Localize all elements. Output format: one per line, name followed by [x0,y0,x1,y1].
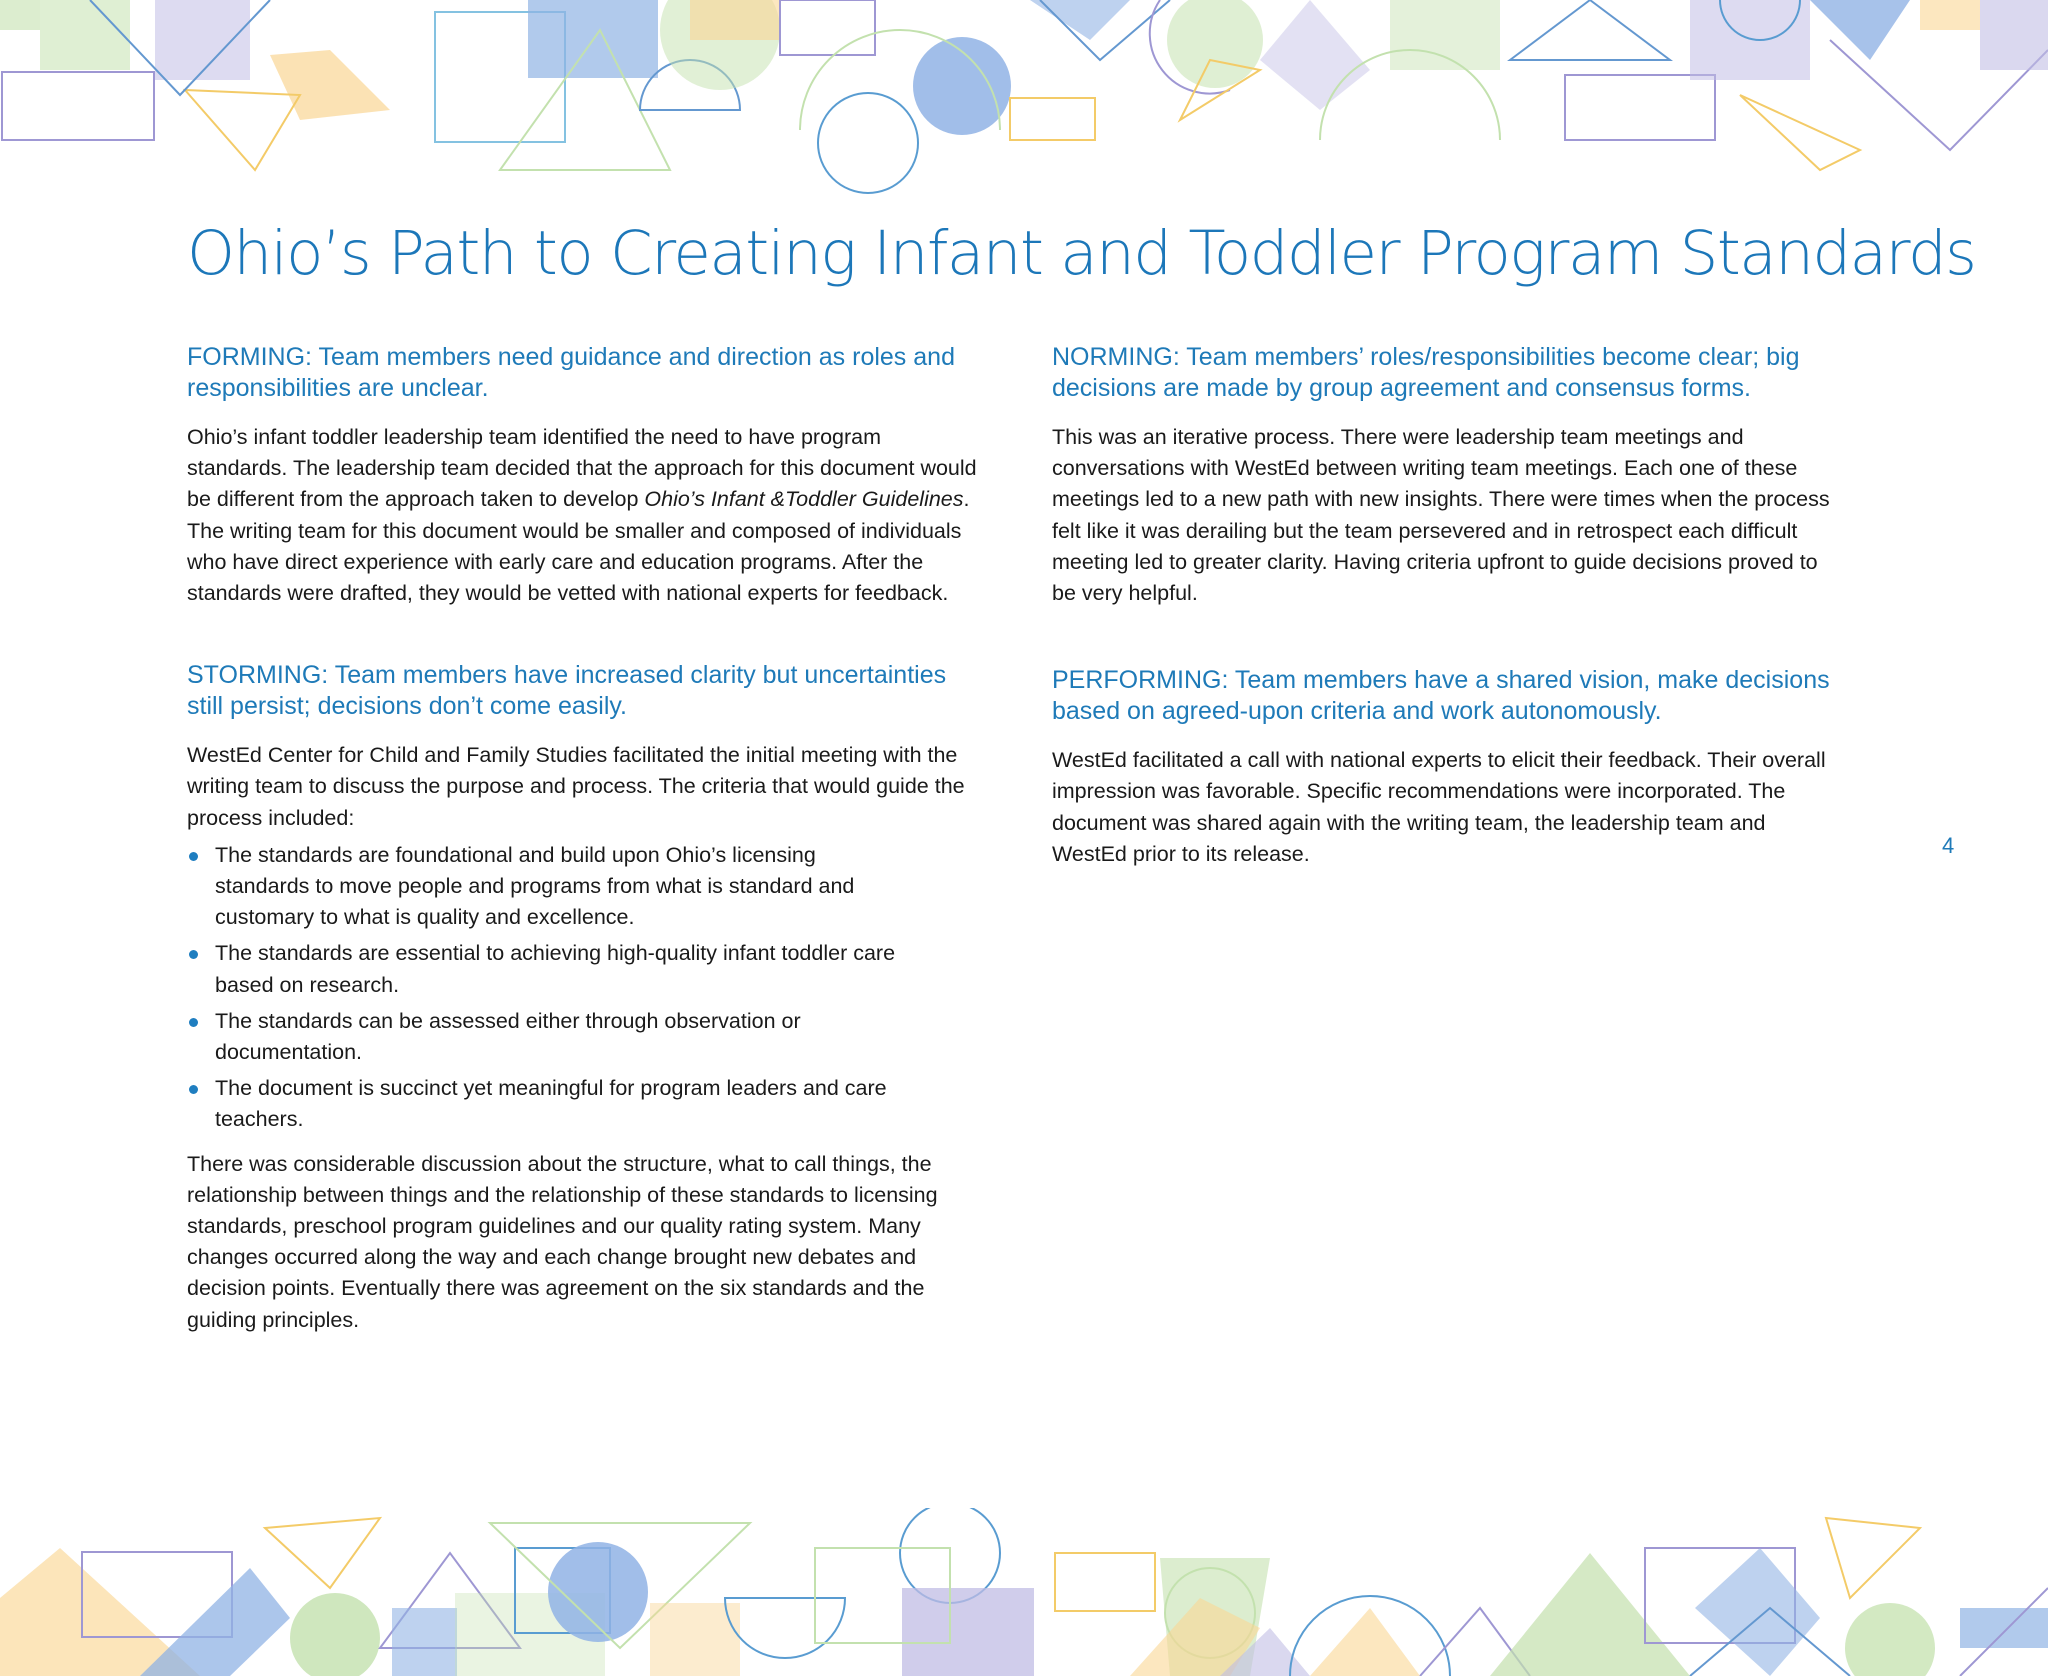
norming-heading: NORMING: Team members’ roles/responsibilities become clear; big decisions are made by group agreement and consensus forms. [1052,343,1800,402]
storming-intro: WestEd Center for Child and Family Studies facilitated the initial meeting with the writing team to discuss the purpose and process. The criteria that would guide the process included: [187,743,965,830]
performing-section [1052,665,1842,870]
criteria-text: The standards are essential to achieving high-quality infant toddler care based on research. [215,941,896,997]
performing-heading: PERFORMING: Team members have a shared vision, make decisions based on agreed-upon criteria and work autonomously. [1052,666,1830,726]
right-column [1052,342,1842,870]
forming-heading: FORMING: Team members need guidance and direction as roles and responsibilities are unclear. [187,343,955,402]
criteria-text: The standards are foundational and build upon Ohio’s licensing standards to move people and programs from what is standard and customary to what is quality and excellence. [215,842,855,930]
top-geometric-border [0,0,2048,200]
criteria-item [187,938,915,1000]
forming-text-a: Ohio’s infant toddler leadership team identified the need to have program standards. The leadership team decided that the approach for this document would be different from the approach taken to develop [187,425,977,512]
bottom-geometric-border [0,1508,2048,1676]
page-number: 4 [1942,833,1955,858]
criteria-item [187,1006,915,1068]
forming-guidelines-title: Ohio’s Infant &Toddler Guidelines [644,487,964,512]
forming-text-b: . The writing team for this document would be smaller and composed of individuals who have direct experience with early care and education programs. After the standards were drafted, they would be vetted with national experts for feedback. [187,487,970,606]
forming-section [187,342,977,609]
forming-paragraph [187,422,977,609]
criteria-item [187,1073,915,1135]
criteria-text: The standards can be assessed either through observation or documentation. [215,1008,801,1065]
storming-heading: STORMING: Team members have increased clarity but uncertainties still persist; decisions don’t come easily. [187,661,947,721]
bullet-icon [189,852,198,861]
criteria-text: The document is succinct yet meaningful for program leaders and care teachers. [215,1076,887,1132]
left-column [187,342,977,1336]
storming-closing: There was considerable discussion about the structure, what to call things, the relationship between things and the relationship of these standards to licensing standards, preschool program guidelines and our quality rating system. Many changes occurred along the way and each change brought new debates and decision points. Eventually there was agreement on the six standards and the guiding principles. [187,1151,938,1332]
page-title: Ohio’s Path to Creating Infant and Toddler Program Standards [187,218,1976,289]
criteria-item [187,840,915,934]
storming-section [187,660,977,1336]
bullet-icon [189,950,198,959]
norming-section [1052,342,1842,609]
bullet-icon [189,1018,198,1027]
norming-paragraph: This was an iterative process. There were leadership team meetings and conversations with WestEd between writing team meetings. Each one of these meetings led to a new path with new insights. There were times when the process felt like it was derailing but the team persevered and in retrospect each difficult meeting led to greater clarity. Having criteria upfront to guide decisions proved to be very helpful. [1052,425,1830,606]
criteria-list [187,840,977,1136]
bullet-icon [189,1085,198,1094]
performing-paragraph: WestEd facilitated a call with national experts to elicit their feedback. Their overall impression was favorable. Specific recommendations were incorporated. The document was shared again with the writing team, the leadership team and WestEd prior to its release. [1052,748,1826,866]
